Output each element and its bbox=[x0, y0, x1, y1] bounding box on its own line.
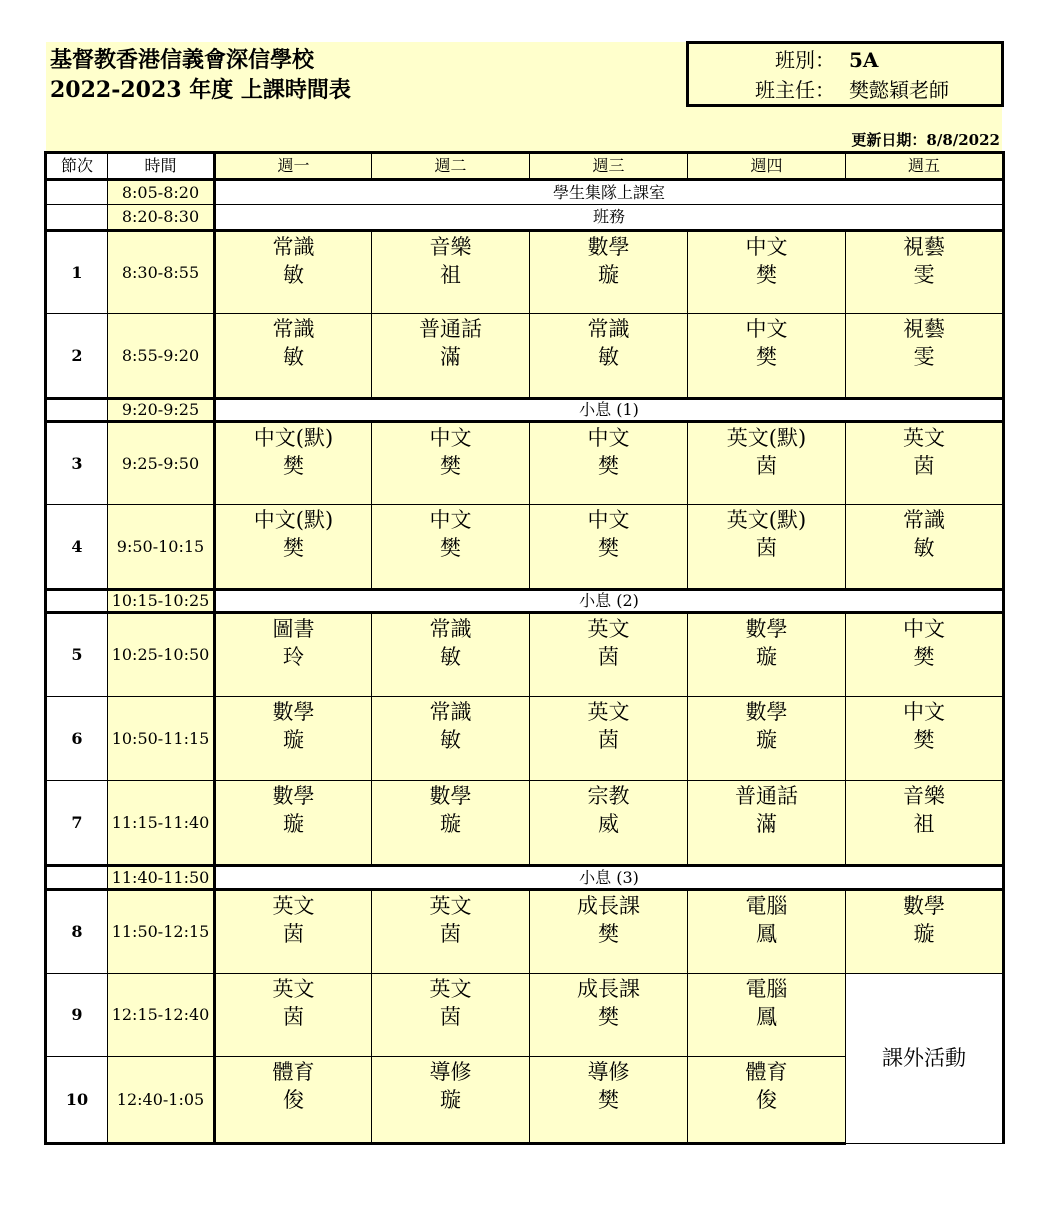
lesson-cell bbox=[215, 230, 372, 314]
lesson-subject: 中文(默) bbox=[253, 425, 334, 450]
lesson-teacher: 樊 bbox=[756, 345, 777, 370]
period-row bbox=[46, 230, 1004, 314]
timetable bbox=[44, 151, 1005, 1145]
period-row bbox=[46, 505, 1004, 590]
lesson-teacher: 樊 bbox=[440, 453, 461, 478]
lesson-cell bbox=[530, 613, 688, 697]
special-row-label: 學生集隊上課室 bbox=[215, 180, 1004, 205]
period-time: 8:55-9:20 bbox=[108, 314, 215, 399]
lesson-cell bbox=[372, 696, 530, 781]
period-number: 4 bbox=[46, 505, 108, 590]
lesson-subject: 數學 bbox=[272, 784, 315, 809]
lesson-subject: 導修 bbox=[587, 1060, 630, 1085]
class-teacher-row bbox=[689, 76, 1001, 104]
period-row bbox=[46, 696, 1004, 781]
lesson-cell bbox=[215, 314, 372, 399]
class-value: 5A bbox=[849, 48, 879, 72]
period-row bbox=[46, 781, 1004, 866]
lesson-cell bbox=[530, 781, 688, 866]
period-cell-empty bbox=[46, 865, 108, 889]
period-number: 3 bbox=[46, 421, 108, 505]
lesson-teacher: 茵 bbox=[913, 453, 935, 478]
lesson-subject: 常識 bbox=[903, 508, 945, 533]
lesson-teacher: 敏 bbox=[598, 345, 619, 370]
period-time: 10:50-11:15 bbox=[108, 696, 215, 781]
special-row-recess2 bbox=[46, 590, 1004, 613]
lesson-cell bbox=[530, 890, 688, 974]
lesson-teacher: 璇 bbox=[598, 262, 619, 287]
lesson-cell bbox=[688, 973, 846, 1057]
lesson-cell bbox=[530, 314, 688, 399]
lesson-subject: 中文 bbox=[903, 617, 945, 642]
lesson-teacher: 鳳 bbox=[756, 922, 777, 947]
lesson-subject: 常識 bbox=[272, 234, 315, 259]
period-time: 12:40-1:05 bbox=[108, 1057, 215, 1144]
period-row bbox=[46, 973, 1004, 1057]
lesson-teacher: 樊 bbox=[440, 536, 461, 561]
lesson-subject: 普通話 bbox=[419, 317, 482, 342]
period-number: 8 bbox=[46, 890, 108, 974]
lesson-teacher: 樊 bbox=[598, 1004, 619, 1029]
period-number: 1 bbox=[46, 230, 108, 314]
lesson-subject: 體育 bbox=[272, 1060, 315, 1085]
col-header-wed: 週三 bbox=[530, 153, 688, 180]
time-cell: 8:05-8:20 bbox=[108, 180, 215, 205]
lesson-cell bbox=[372, 613, 530, 697]
lesson-subject: 中文 bbox=[429, 508, 472, 533]
lesson-cell bbox=[530, 696, 688, 781]
lesson-teacher: 滿 bbox=[440, 345, 461, 370]
lesson-subject: 電腦 bbox=[745, 976, 788, 1001]
lesson-cell bbox=[372, 1057, 530, 1144]
lesson-subject: 英文 bbox=[587, 617, 630, 642]
lesson-subject: 體育 bbox=[745, 1060, 788, 1085]
special-row-label: 小息 (2) bbox=[215, 590, 1004, 613]
lesson-teacher: 樊 bbox=[283, 536, 304, 561]
lesson-teacher: 樊 bbox=[598, 922, 619, 947]
lesson-teacher: 敏 bbox=[913, 536, 935, 561]
lesson-cell bbox=[688, 890, 846, 974]
time-cell: 10:15-10:25 bbox=[108, 590, 215, 613]
lesson-subject: 中文 bbox=[429, 425, 472, 450]
period-time: 9:25-9:50 bbox=[108, 421, 215, 505]
lesson-teacher: 樊 bbox=[913, 727, 935, 752]
class-teacher-label: 班主任： bbox=[755, 78, 835, 102]
time-cell: 9:20-9:25 bbox=[108, 398, 215, 421]
period-cell-empty bbox=[46, 590, 108, 613]
lesson-teacher: 樊 bbox=[756, 262, 777, 287]
period-time: 12:15-12:40 bbox=[108, 973, 215, 1057]
school-name: 基督教香港信義會深信學校 bbox=[50, 47, 315, 73]
lesson-cell bbox=[688, 1057, 846, 1144]
lesson-cell bbox=[215, 421, 372, 505]
lesson-teacher: 祖 bbox=[913, 812, 935, 837]
period-time: 11:15-11:40 bbox=[108, 781, 215, 866]
special-row-label: 小息 (1) bbox=[215, 398, 1004, 421]
period-time: 8:30-8:55 bbox=[108, 230, 215, 314]
lesson-cell bbox=[846, 230, 1004, 314]
schedule-title: 2022-2023 年度 上課時間表 bbox=[50, 77, 351, 103]
lesson-cell bbox=[846, 781, 1004, 866]
lesson-teacher: 樊 bbox=[283, 453, 304, 478]
lesson-cell bbox=[215, 696, 372, 781]
lesson-cell bbox=[215, 973, 372, 1057]
lesson-subject: 常識 bbox=[587, 317, 630, 342]
lesson-cell bbox=[688, 696, 846, 781]
time-cell: 8:20-8:30 bbox=[108, 205, 215, 230]
class-label: 班別： bbox=[775, 48, 835, 72]
period-cell-empty bbox=[46, 205, 108, 230]
lesson-teacher: 雯 bbox=[913, 345, 935, 370]
lesson-teacher: 茵 bbox=[283, 922, 304, 947]
period-number: 9 bbox=[46, 973, 108, 1057]
col-header-thu: 週四 bbox=[688, 153, 846, 180]
lesson-subject: 中文 bbox=[903, 699, 945, 724]
lesson-subject: 導修 bbox=[429, 1060, 472, 1085]
special-row-assembly bbox=[46, 180, 1004, 205]
lesson-teacher: 璇 bbox=[440, 812, 461, 837]
lesson-subject: 英文 bbox=[429, 976, 472, 1001]
lesson-cell bbox=[846, 505, 1004, 590]
lesson-teacher: 敏 bbox=[283, 345, 304, 370]
lesson-cell bbox=[215, 505, 372, 590]
lesson-subject: 成長課 bbox=[577, 894, 640, 919]
lesson-subject: 常識 bbox=[272, 317, 315, 342]
lesson-teacher: 璇 bbox=[440, 1088, 461, 1113]
lesson-subject: 音樂 bbox=[903, 784, 945, 809]
lesson-cell bbox=[372, 973, 530, 1057]
lesson-teacher: 茵 bbox=[283, 1004, 304, 1029]
lesson-teacher: 璇 bbox=[913, 922, 935, 947]
period-row bbox=[46, 421, 1004, 505]
col-header-period: 節次 bbox=[46, 153, 108, 180]
lesson-subject: 中文(默) bbox=[253, 508, 334, 533]
lesson-cell bbox=[688, 505, 846, 590]
lesson-cell bbox=[846, 613, 1004, 697]
lesson-teacher: 茵 bbox=[756, 536, 777, 561]
lesson-cell bbox=[372, 421, 530, 505]
lesson-cell bbox=[688, 314, 846, 399]
lesson-subject: 宗教 bbox=[587, 784, 630, 809]
lesson-teacher: 璇 bbox=[756, 727, 777, 752]
class-info-box bbox=[686, 41, 1004, 107]
lesson-teacher: 俊 bbox=[283, 1088, 304, 1113]
lesson-teacher: 滿 bbox=[756, 812, 777, 837]
lesson-subject: 數學 bbox=[587, 234, 630, 259]
lesson-cell bbox=[846, 314, 1004, 399]
lesson-subject: 數學 bbox=[745, 617, 788, 642]
lesson-subject: 普通話 bbox=[735, 784, 798, 809]
lesson-cell bbox=[688, 613, 846, 697]
lesson-subject: 數學 bbox=[903, 894, 945, 919]
period-number: 6 bbox=[46, 696, 108, 781]
lesson-teacher: 敏 bbox=[440, 645, 461, 670]
lesson-cell bbox=[215, 1057, 372, 1144]
header-row bbox=[46, 153, 1004, 180]
special-row-label: 班務 bbox=[215, 205, 1004, 230]
lesson-cell bbox=[215, 781, 372, 866]
lesson-teacher: 鳳 bbox=[756, 1004, 777, 1029]
lesson-cell bbox=[530, 973, 688, 1057]
lesson-cell bbox=[215, 613, 372, 697]
lesson-cell bbox=[530, 421, 688, 505]
lesson-cell bbox=[372, 230, 530, 314]
period-time: 10:25-10:50 bbox=[108, 613, 215, 697]
lesson-cell bbox=[530, 230, 688, 314]
lesson-subject: 中文 bbox=[745, 317, 788, 342]
lesson-subject: 電腦 bbox=[745, 894, 788, 919]
lesson-teacher: 敏 bbox=[440, 727, 461, 752]
special-row-class_duties bbox=[46, 205, 1004, 230]
period-time: 11:50-12:15 bbox=[108, 890, 215, 974]
lesson-subject: 中文 bbox=[745, 234, 788, 259]
lesson-teacher: 敏 bbox=[283, 262, 304, 287]
special-row-label: 小息 (3) bbox=[215, 865, 1004, 889]
lesson-subject: 圖書 bbox=[272, 617, 315, 642]
lesson-subject: 音樂 bbox=[429, 234, 472, 259]
lesson-cell bbox=[846, 890, 1004, 974]
lesson-subject: 數學 bbox=[429, 784, 472, 809]
lesson-cell bbox=[372, 505, 530, 590]
lesson-teacher: 玲 bbox=[283, 645, 304, 670]
lesson-teacher: 雯 bbox=[913, 262, 935, 287]
update-date: 更新日期：8/8/2022 bbox=[851, 131, 1000, 149]
lesson-subject: 常識 bbox=[429, 617, 472, 642]
lesson-subject: 中文 bbox=[587, 425, 630, 450]
lesson-cell bbox=[688, 421, 846, 505]
lesson-teacher: 樊 bbox=[598, 453, 619, 478]
period-row bbox=[46, 314, 1004, 399]
lesson-cell bbox=[372, 314, 530, 399]
lesson-subject: 中文 bbox=[587, 508, 630, 533]
period-cell-empty bbox=[46, 180, 108, 205]
lesson-teacher: 樊 bbox=[598, 536, 619, 561]
period-number: 5 bbox=[46, 613, 108, 697]
lesson-subject: 英文 bbox=[272, 976, 315, 1001]
col-header-time: 時間 bbox=[108, 153, 215, 180]
period-row bbox=[46, 890, 1004, 974]
lesson-cell bbox=[530, 1057, 688, 1144]
lesson-cell bbox=[372, 890, 530, 974]
class-row bbox=[689, 46, 1001, 74]
lesson-cell bbox=[688, 230, 846, 314]
col-header-fri: 週五 bbox=[846, 153, 1004, 180]
lesson-subject: 數學 bbox=[745, 699, 788, 724]
time-cell: 11:40-11:50 bbox=[108, 865, 215, 889]
lesson-teacher: 茵 bbox=[756, 453, 777, 478]
lesson-teacher: 威 bbox=[598, 812, 619, 837]
special-row-recess3 bbox=[46, 865, 1004, 889]
lesson-teacher: 茵 bbox=[440, 1004, 461, 1029]
lesson-cell bbox=[688, 781, 846, 866]
special-row-recess1 bbox=[46, 398, 1004, 421]
lesson-teacher: 樊 bbox=[913, 645, 935, 670]
lesson-subject: 英文(默) bbox=[726, 508, 807, 533]
lesson-subject: 視藝 bbox=[903, 317, 945, 342]
col-header-mon: 週一 bbox=[215, 153, 372, 180]
lesson-teacher: 茵 bbox=[598, 727, 619, 752]
lesson-cell bbox=[530, 505, 688, 590]
period-row bbox=[46, 613, 1004, 697]
period-number: 7 bbox=[46, 781, 108, 866]
lesson-subject: 英文 bbox=[429, 894, 472, 919]
lesson-teacher: 璇 bbox=[756, 645, 777, 670]
lesson-subject: 數學 bbox=[272, 699, 315, 724]
lesson-subject: 視藝 bbox=[903, 234, 945, 259]
lesson-teacher: 茵 bbox=[440, 922, 461, 947]
lesson-subject: 英文 bbox=[903, 425, 945, 450]
extra-activity-cell: 課外活動 bbox=[846, 973, 1004, 1143]
lesson-teacher: 璇 bbox=[283, 812, 304, 837]
lesson-teacher: 俊 bbox=[756, 1088, 777, 1113]
lesson-cell bbox=[846, 696, 1004, 781]
lesson-subject: 英文 bbox=[272, 894, 315, 919]
period-time: 9:50-10:15 bbox=[108, 505, 215, 590]
lesson-teacher: 璇 bbox=[283, 727, 304, 752]
class-teacher-value: 樊懿穎老師 bbox=[849, 78, 949, 102]
lesson-subject: 常識 bbox=[429, 699, 472, 724]
col-header-tue: 週二 bbox=[372, 153, 530, 180]
lesson-subject: 英文 bbox=[587, 699, 630, 724]
period-number: 2 bbox=[46, 314, 108, 399]
lesson-cell bbox=[372, 781, 530, 866]
lesson-teacher: 樊 bbox=[598, 1088, 619, 1113]
lesson-cell bbox=[215, 890, 372, 974]
period-number: 10 bbox=[46, 1057, 108, 1144]
period-cell-empty bbox=[46, 398, 108, 421]
lesson-teacher: 茵 bbox=[598, 645, 619, 670]
lesson-subject: 英文(默) bbox=[726, 425, 807, 450]
lesson-teacher: 祖 bbox=[440, 262, 461, 287]
lesson-subject: 成長課 bbox=[577, 976, 640, 1001]
lesson-cell bbox=[846, 421, 1004, 505]
